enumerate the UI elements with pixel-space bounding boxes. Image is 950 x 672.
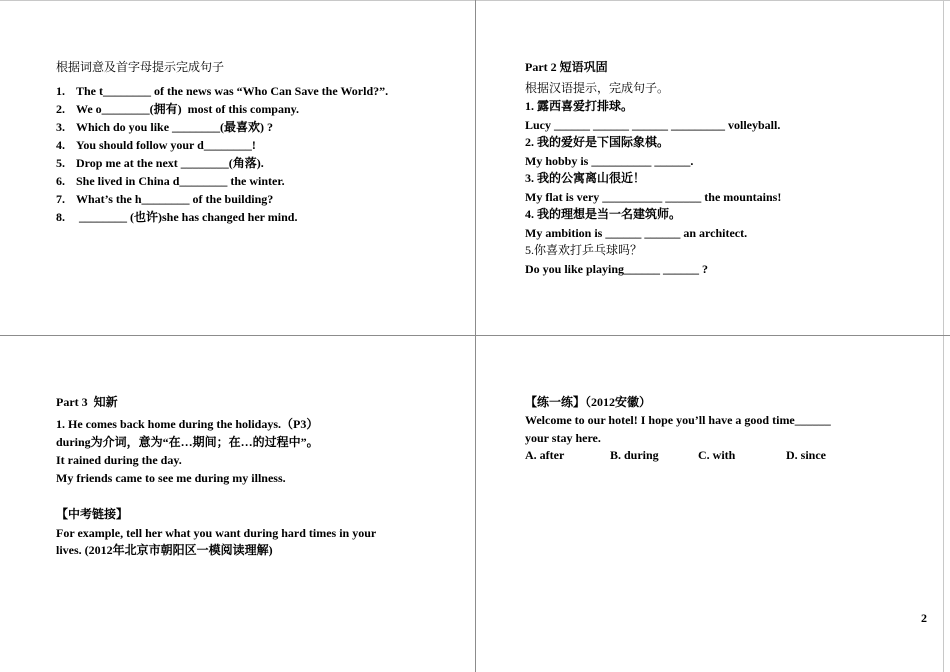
item-text: She lived in China d________ the winter. (76, 174, 285, 188)
option-b: B. during (610, 448, 659, 462)
horizontal-divider (0, 335, 950, 336)
part2-line: 3. 我的公寓离山很近！ (525, 171, 646, 185)
item-number: 1. (56, 84, 65, 98)
item-number: 5. (56, 156, 65, 170)
item-text: ________ (也许)she has changed her mind. (76, 210, 298, 224)
option-c: C. with (698, 448, 736, 462)
vertical-divider (475, 0, 476, 672)
item-text: We o________(拥有) most of this company. (76, 102, 299, 116)
part2-line: 2. 我的爱好是下国际象棋。 (525, 135, 670, 149)
part3-line: lives. (2012年北京市朝阳区一模阅读理解) (56, 543, 273, 557)
item-number: 2. (56, 102, 65, 116)
part3-line: My friends came to see me during my illness. (56, 471, 286, 485)
page-right-border (943, 0, 944, 672)
part2-line: Do you like playing______ ______ ? (525, 262, 709, 276)
part2-line: My hobby is __________ ______. (525, 154, 694, 168)
part2-line: My ambition is ______ ______ an architect. (525, 226, 748, 240)
item-number: 6. (56, 174, 65, 188)
part3-line: It rained during the day. (56, 453, 182, 467)
item-number: 7. (56, 192, 65, 206)
part3-title: Part 3 知新 (56, 395, 118, 409)
item-text: What’s the h________ of the building? (76, 192, 274, 206)
item-text: Which do you like ________(最喜欢) ? (76, 120, 274, 134)
section-heading: 根据词意及首字母提示完成句子 (56, 60, 225, 74)
part2-title: Part 2 短语巩固 (525, 60, 608, 74)
part2-line: 5.你喜欢打乒乓球吗？ (525, 243, 643, 257)
item-text: You should follow your d________! (76, 138, 256, 152)
part2-line: My flat is very __________ ______ the mountains! (525, 190, 782, 204)
practice-line: your stay here. (525, 431, 601, 445)
part3-line: For example, tell her what you want during hard times in your (56, 526, 377, 540)
item-number: 8. (56, 210, 65, 224)
practice-line: Welcome to our hotel! I hope you’ll have a good time______ (525, 413, 831, 427)
practice-title: 【练一练】（2012安徽） (525, 395, 652, 409)
page-number: 2 (921, 611, 927, 625)
option-a: A. after (525, 448, 565, 462)
option-d: D. since (786, 448, 826, 462)
part2-line: Lucy ______ ______ ______ _________ volleyball. (525, 118, 781, 132)
item-number: 3. (56, 120, 65, 134)
part3-line: during为介词，意为“在…期间；在…的过程中”。 (56, 435, 319, 449)
item-text: Drop me at the next ________(角落). (76, 156, 264, 170)
item-text: The t________ of the news was “Who Can Save the World?”. (76, 84, 389, 98)
part2-line: 根据汉语提示，完成句子。 (525, 81, 670, 95)
item-number: 4. (56, 138, 65, 152)
part2-line: 4. 我的理想是当一名建筑师。 (525, 207, 682, 221)
part2-line: 1. 露西喜爱打排球。 (525, 99, 634, 113)
part3-line: 【中考链接】 (56, 507, 129, 521)
part3-line: 1. He comes back home during the holidays.（P3） (56, 417, 319, 431)
